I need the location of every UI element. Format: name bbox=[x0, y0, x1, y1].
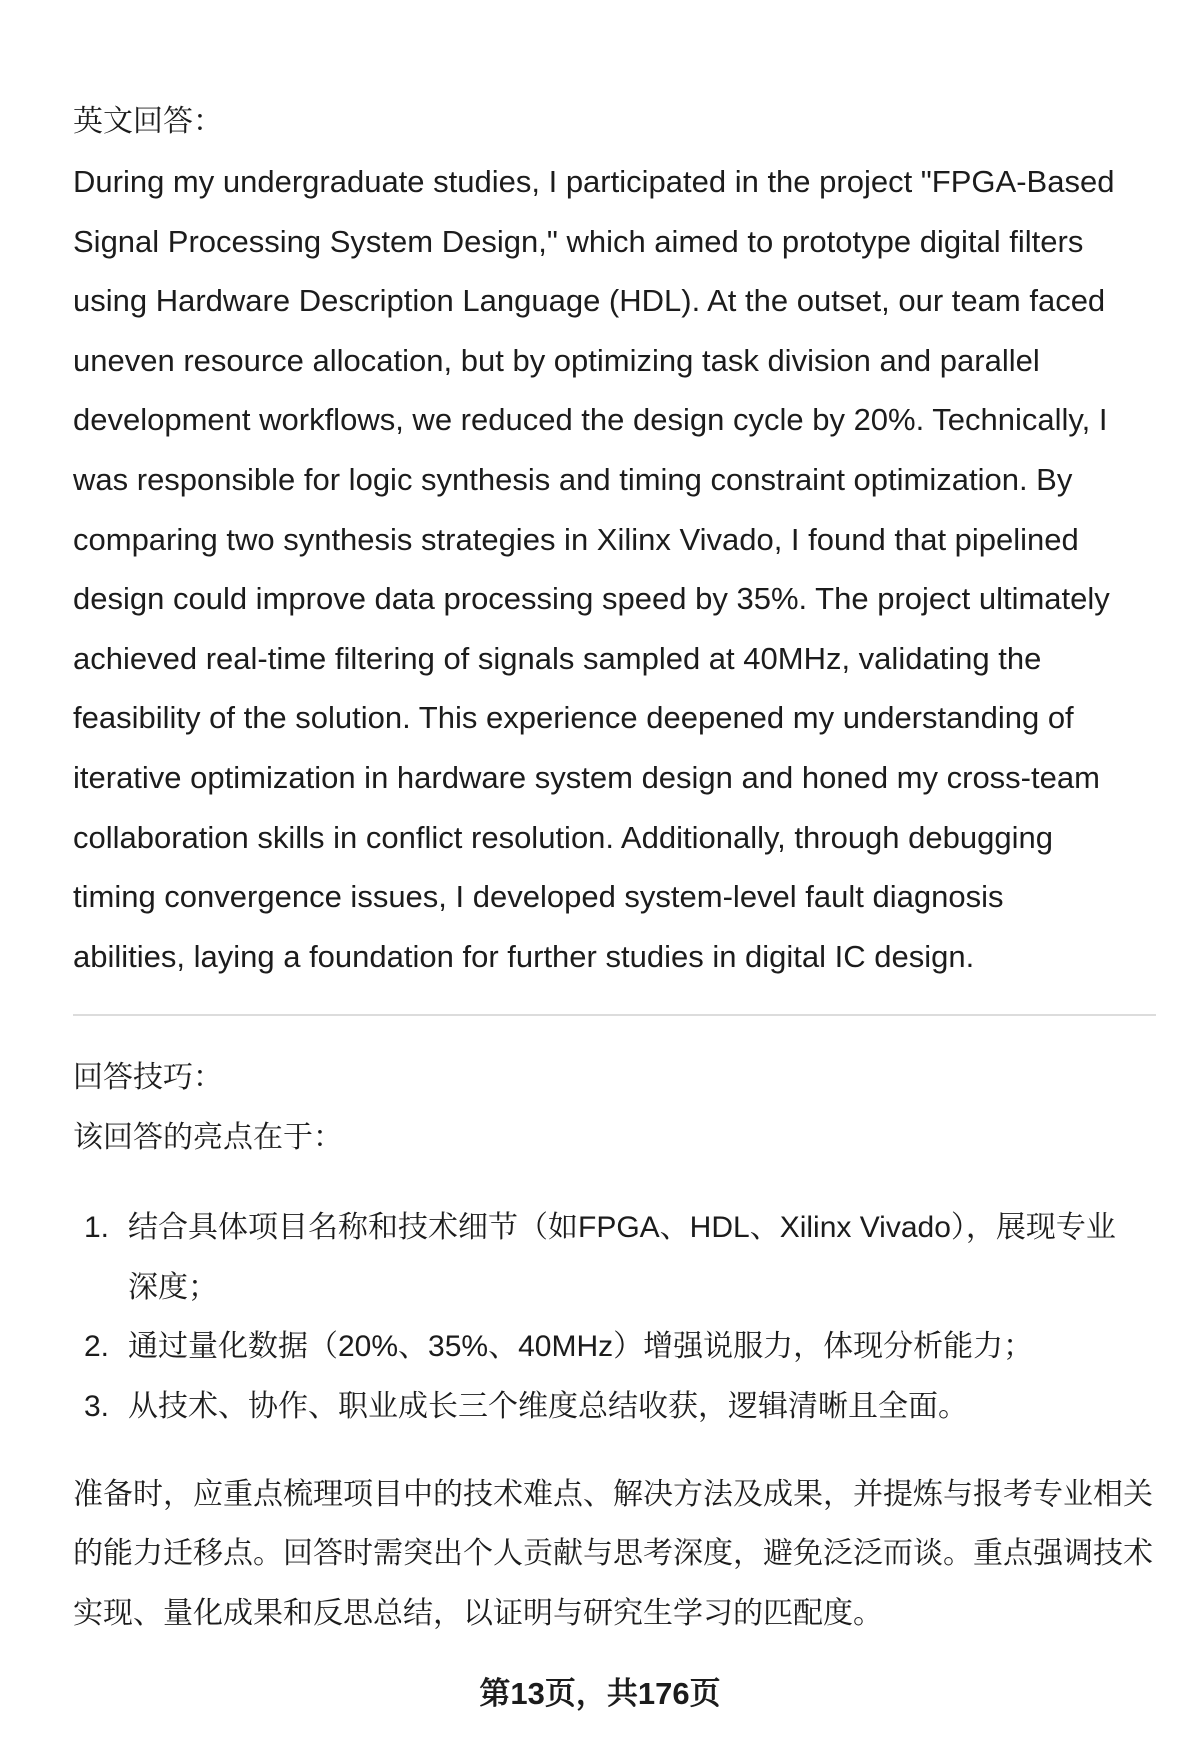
preparation-advice bbox=[73, 1465, 1163, 1644]
answer-tips-section bbox=[73, 1048, 1163, 1167]
advice-line: 实现、量化成果和反思总结，以证明与研究生学习的匹配度。 bbox=[73, 1596, 883, 1630]
list-item bbox=[73, 1198, 1163, 1317]
english-answer-section bbox=[73, 92, 1163, 986]
english-answer-line: abilities, laying a foundation for further studies in digital IC design. bbox=[73, 938, 975, 974]
english-answer-line: using Hardware Description Language (HDL). At the outset, our team faced bbox=[73, 283, 1106, 319]
list-item-text: 结合具体项目名称和技术细节（如FPGA、HDL、Xilinx Vivado），展现专业 bbox=[128, 1211, 1116, 1244]
list-item-text: 深度； bbox=[128, 1270, 218, 1304]
answer-tips-heading: 回答技巧： bbox=[73, 1061, 223, 1094]
english-answer-line: development workflows, we reduced the design cycle by 20%. Technically, I bbox=[73, 402, 1108, 438]
page-number-footer: 第13页，共176页 bbox=[479, 1676, 721, 1711]
list-item-number: 3. bbox=[83, 1389, 109, 1423]
english-answer-heading: 英文回答： bbox=[73, 105, 223, 139]
english-answer-line: was responsible for logic synthesis and timing constraint optimization. By bbox=[73, 461, 1073, 497]
highlights-intro: 该回答的亮点在于： bbox=[73, 1120, 343, 1154]
advice-line: 的能力迁移点。回答时需突出个人贡献与思考深度，避免泛泛而谈。重点强调技术 bbox=[73, 1537, 1153, 1571]
advice-line: 准备时，应重点梳理项目中的技术难点、解决方法及成果，并提炼与报考专业相关 bbox=[73, 1477, 1153, 1511]
english-answer-line: Signal Processing System Design," which aimed to prototype digital filters bbox=[73, 223, 1084, 259]
list-item-text: 从技术、协作、职业成长三个维度总结收获，逻辑清晰且全面。 bbox=[128, 1389, 968, 1423]
list-item-number: 2. bbox=[83, 1330, 109, 1364]
english-answer-line: uneven resource allocation, but by optimizing task division and parallel bbox=[73, 342, 1040, 378]
english-answer-line: iterative optimization in hardware system design and honed my cross-team bbox=[73, 759, 1100, 795]
list-item-text: 通过量化数据（20%、35%、40MHz）增强说服力，体现分析能力； bbox=[128, 1330, 1034, 1364]
english-answer-line: collaboration skills in conflict resolution. Additionally, through debugging bbox=[73, 819, 1053, 855]
list-item-number: 1. bbox=[83, 1211, 109, 1244]
english-answer-line: timing convergence issues, I developed system-level fault diagnosis bbox=[73, 879, 1004, 915]
highlights-list bbox=[73, 1198, 1163, 1436]
english-answer-line: feasibility of the solution. This experience deepened my understanding of bbox=[73, 700, 1074, 736]
english-answer-line: achieved real-time filtering of signals sampled at 40MHz, validating the bbox=[73, 640, 1042, 676]
english-answer-line: During my undergraduate studies, I participated in the project "FPGA-Based bbox=[73, 163, 1115, 199]
section-divider bbox=[73, 1014, 1156, 1016]
list-item bbox=[73, 1317, 1163, 1377]
english-answer-line: design could improve data processing speed by 35%. The project ultimately bbox=[73, 581, 1110, 617]
list-item bbox=[73, 1377, 1163, 1437]
english-answer-line: comparing two synthesis strategies in Xilinx Vivado, I found that pipelined bbox=[73, 521, 1079, 557]
